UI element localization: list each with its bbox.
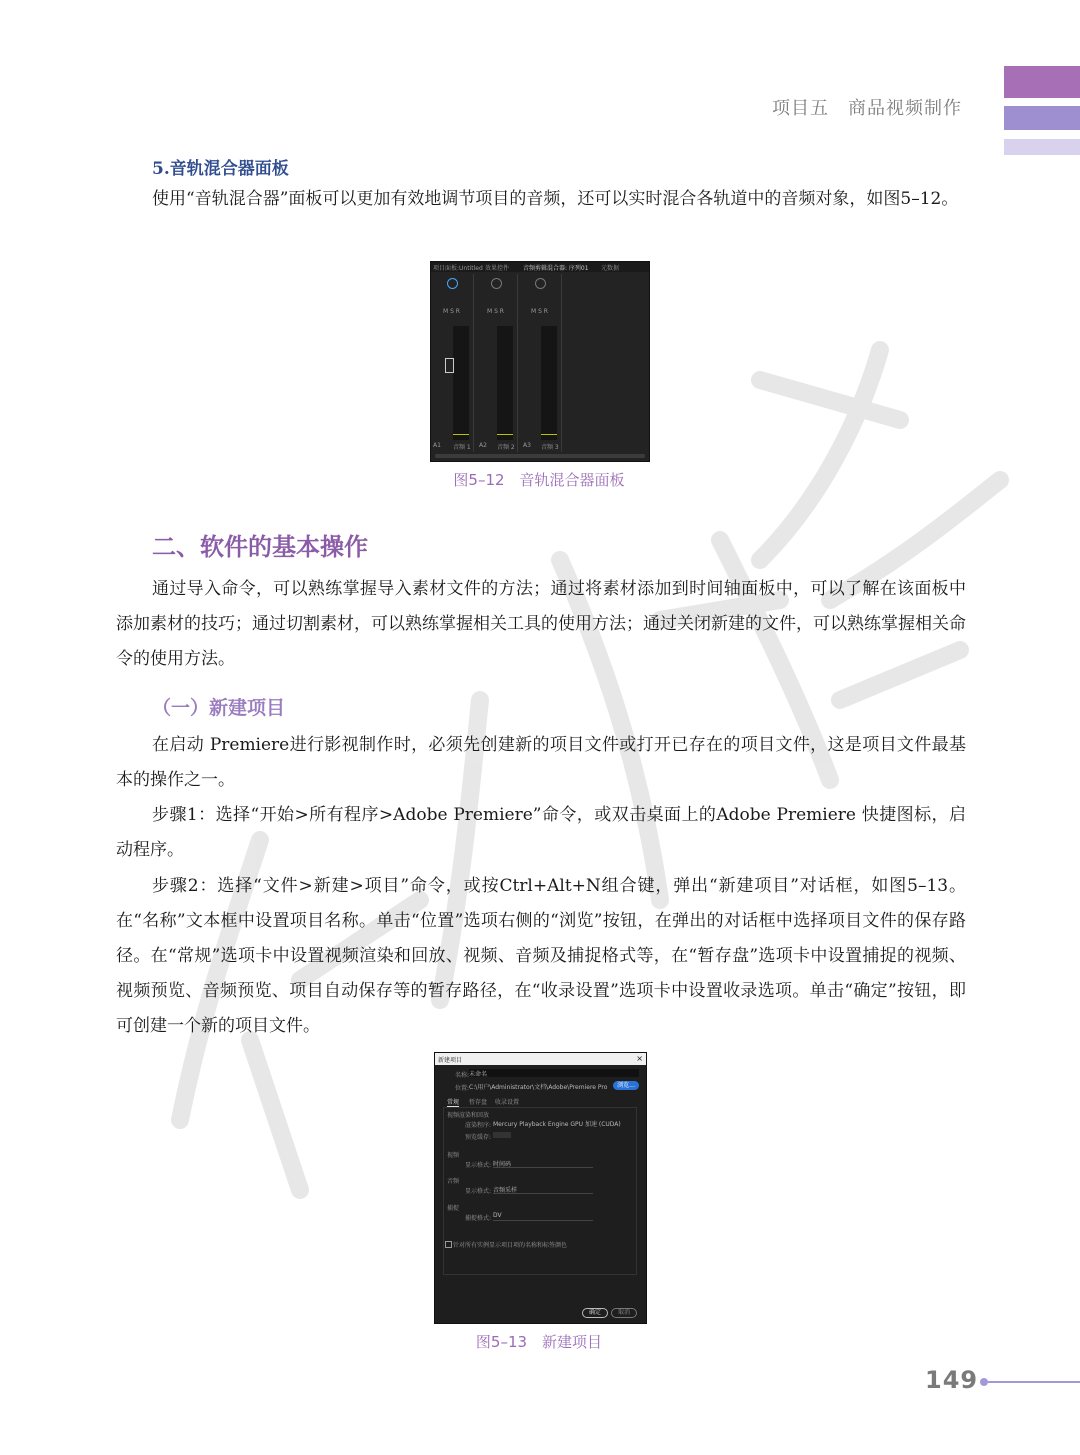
tab-ingest-settings[interactable]: 收录设置 [495, 1099, 520, 1106]
mixer-tab-audio-mixer[interactable]: 音频剪辑混合器: 序列01 [523, 265, 589, 272]
track-name: 音频 3 [541, 444, 559, 451]
pan-knob-icon[interactable] [447, 278, 458, 289]
tab-scratch-disks[interactable]: 暂存盘 [469, 1099, 488, 1106]
track-name: 音频 1 [453, 444, 471, 451]
preview-cache-field[interactable] [493, 1132, 511, 1138]
group-video: 视频 [447, 1152, 460, 1159]
mixer-channel-3 [521, 274, 562, 452]
figure-13-caption: 图5–13 新建项目 [475, 1333, 603, 1351]
pan-knob-icon[interactable] [535, 278, 546, 289]
renderer-select[interactable]: Mercury Playback Engine GPU 加速 (CUDA) [493, 1121, 621, 1128]
mixer-paragraph: 使用“音轨混合器”面板可以更加有效地调节项目的音频，还可以实时混合各轨道中的音频对象，如图5–12。 [152, 189, 959, 209]
mixer-channel-2 [477, 274, 518, 452]
mixer-scrollbar[interactable] [435, 454, 645, 458]
label-color-checkbox-label: 针对所有实例显示项目项的名称和标签颜色 [453, 1242, 568, 1249]
group-capture: 捕捉 [447, 1205, 460, 1212]
mixer-tab-project[interactable]: 项目面板:Untitled [433, 265, 483, 272]
capture-format-label: 捕捉格式: [465, 1215, 492, 1222]
channel-meter [497, 326, 513, 440]
mixer-channel-1 [433, 274, 474, 452]
figure-12-caption: 图5–12 音轨混合器面板 [453, 471, 625, 489]
subsection-heading-new-project: （一）新建项目 [152, 697, 286, 719]
audio-format-select[interactable]: 音频采样 [493, 1185, 593, 1194]
section-heading-mixer: 5.音轨混合器面板 [152, 159, 289, 179]
step-1-paragraph: 步骤1：选择“开始>所有程序>Adobe Premiere”命令，或双击桌面上的Adobe Premiere 快捷图标，启动程序。 [116, 805, 966, 860]
cancel-button[interactable]: 取消 [611, 1308, 637, 1318]
page-number-dot [980, 1378, 988, 1386]
location-select[interactable]: C:\用户\Administrator\文档\Adobe\Premiere Pro [469, 1084, 608, 1091]
new-project-dialog-screenshot [434, 1052, 647, 1324]
tab-general[interactable]: 常规 [447, 1099, 460, 1106]
channel-meter [541, 326, 557, 440]
meter-level-line [453, 434, 469, 435]
video-format-label: 显示格式: [465, 1162, 492, 1169]
meter-level-line [541, 434, 557, 435]
chapter-title: 项目五 商品视频制作 [772, 98, 962, 119]
track-id: A2 [479, 442, 487, 449]
close-icon[interactable]: × [636, 1054, 643, 1063]
basic-operations-paragraph: 通过导入命令，可以熟练掌握导入素材文件的方法；通过将素材添加到时间轴面板中，可以了解在该面板中添加素材的技巧；通过切割素材，可以熟练掌握相关工具的使用方法；通过关闭新建的文件，可以熟练掌握相关命令的使用方法。 [116, 579, 966, 669]
page-number: 149 [925, 1366, 979, 1394]
renderer-label: 渲染程序: [465, 1122, 492, 1129]
pan-knob-icon[interactable] [491, 278, 502, 289]
channel-msr-buttons[interactable]: M S R [443, 308, 460, 315]
track-labels-row [433, 442, 563, 451]
mixer-tab-effects[interactable]: 效果控件 [485, 265, 510, 272]
group-render: 视频渲染和回放 [447, 1112, 490, 1119]
audio-format-label: 显示格式: [465, 1188, 492, 1195]
label-color-checkbox[interactable] [445, 1241, 452, 1248]
video-format-select[interactable]: 时间码 [493, 1159, 593, 1168]
section-heading-basic-operations: 二、软件的基本操作 [152, 533, 368, 561]
mixer-tab-bar [431, 262, 649, 272]
dialog-title: 新建项目 [438, 1057, 463, 1064]
group-audio: 音频 [447, 1178, 460, 1185]
track-id: A1 [433, 442, 441, 449]
page-number-line [988, 1381, 1080, 1383]
ok-button[interactable]: 确定 [582, 1308, 608, 1318]
channel-msr-buttons[interactable]: M S R [487, 308, 504, 315]
name-label: 名称: [455, 1072, 470, 1079]
name-input[interactable]: 未命名 [469, 1069, 639, 1077]
location-label: 位置: [455, 1085, 470, 1092]
capture-format-select[interactable]: DV [493, 1212, 593, 1221]
track-id: A3 [523, 442, 531, 449]
dialog-titlebar [435, 1053, 646, 1065]
new-project-paragraph: 在启动 Premiere进行影视制作时，必须先创建新的项目文件或打开已存在的项目文件，这是项目文件最基本的操作之一。 [116, 735, 966, 790]
audio-mixer-screenshot [430, 261, 650, 462]
channel-meter [453, 326, 469, 440]
step-2-paragraph: 步骤2：选择“文件>新建>项目”命令，或按Ctrl+Alt+N组合键，弹出“新建项目”对话框，如图5–13。在“名称”文本框中设置项目名称。单击“位置”选项右侧的“浏览”按钮，在弹出的对话框中选择项目文件的保存路径。在“常规”选项卡中设置视频渲染和回放、视频、音频及捕捉格式等，在“暂存盘”选项卡中设置捕捉的视频、视频预览、音频预览、项目自动保存等的暂存路径，在“收录设置”选项卡中设置收录选项。单击“确定”按钮，即可创建一个新的项目文件。 [116, 876, 966, 1036]
meter-level-line [497, 434, 513, 435]
track-name: 音频 2 [497, 444, 515, 451]
mixer-tab-metadata[interactable]: 元数据 [601, 265, 620, 272]
channel-msr-buttons[interactable]: M S R [531, 308, 548, 315]
volume-fader-handle[interactable] [445, 358, 454, 373]
preview-cache-label: 预览缓存: [465, 1134, 492, 1141]
browse-button[interactable]: 浏览... [613, 1081, 639, 1090]
